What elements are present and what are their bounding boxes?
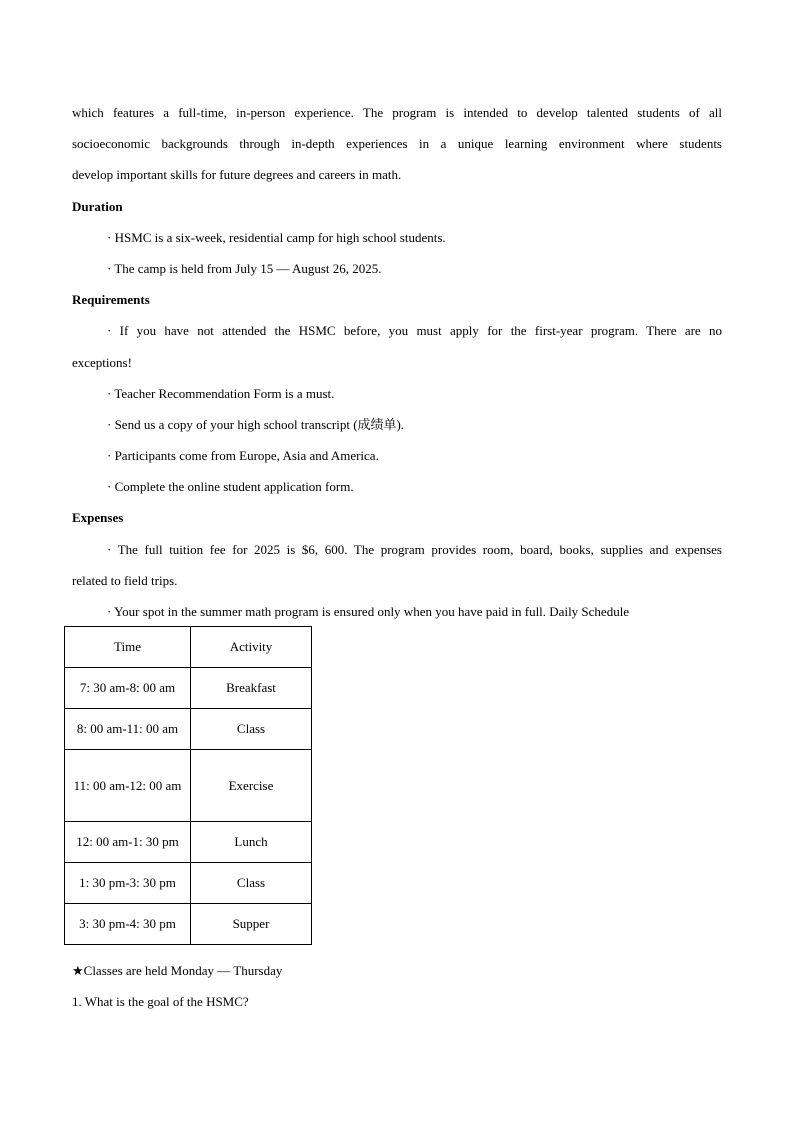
document-body [72,97,722,627]
expenses-item-continuation: related to field trips. [72,572,178,588]
activity-cell: Class [191,709,312,750]
requirements-item: · Participants come from Europe, Asia and America. [107,448,379,464]
duration-item: · HSMC is a six-week, residential camp for high school students. [107,229,446,245]
table-header-row [65,627,312,668]
expenses-heading: Expenses [72,510,124,526]
table-row [65,904,312,945]
intro-line: develop important skills for future degrees and careers in math. [72,167,402,183]
time-cell: 7: 30 am-8: 00 am [65,668,191,709]
activity-cell: Exercise [191,750,312,822]
duration-heading: Duration [72,198,123,214]
table-header-time: Time [65,627,191,668]
table-row [65,750,312,822]
intro-line: which features a full-time, in-person experience. The program is intended to develop talented students of all [72,105,722,120]
activity-cell: Class [191,863,312,904]
question: 1. What is the goal of the HSMC? [72,994,249,1010]
intro-line: socioeconomic backgrounds through in-depth experiences in a unique learning environment where students [72,136,722,152]
requirements-item-continuation: exceptions! [72,354,132,370]
table-row [65,822,312,863]
time-cell: 12: 00 am-1: 30 pm [65,822,191,863]
time-cell: 3: 30 pm-4: 30 pm [65,904,191,945]
activity-cell: Supper [191,904,312,945]
requirements-heading: Requirements [72,292,150,308]
requirements-item: · Complete the online student application form. [107,479,354,495]
duration-item: · The camp is held from July 15 — August 26, 2025. [107,260,382,276]
requirements-item: · Teacher Recommendation Form is a must. [107,385,335,401]
table-row [65,668,312,709]
activity-cell: Lunch [191,822,312,863]
time-cell: 8: 00 am-11: 00 am [65,709,191,750]
requirements-item: · If you have not attended the HSMC before, you must apply for the first-year program. There are no [107,323,722,339]
expenses-item: · The full tuition fee for 2025 is $6, 600. The program provides room, board, books, supplies and expenses [107,541,722,557]
requirements-item: · Send us a copy of your high school transcript (成绩单). [107,416,405,432]
activity-cell: Breakfast [191,668,312,709]
schedule-note: ★Classes are held Monday — Thursday [72,963,283,978]
table-header-activity: Activity [191,627,312,668]
expenses-item: · Your spot in the summer math program is ensured only when you have paid in full. Daily Schedule [107,604,630,619]
table-row [65,709,312,750]
after-table [72,955,722,1017]
time-cell: 1: 30 pm-3: 30 pm [65,863,191,904]
time-cell: 11: 00 am-12: 00 am [65,750,191,822]
daily-schedule-table [64,626,312,945]
table-row [65,863,312,904]
